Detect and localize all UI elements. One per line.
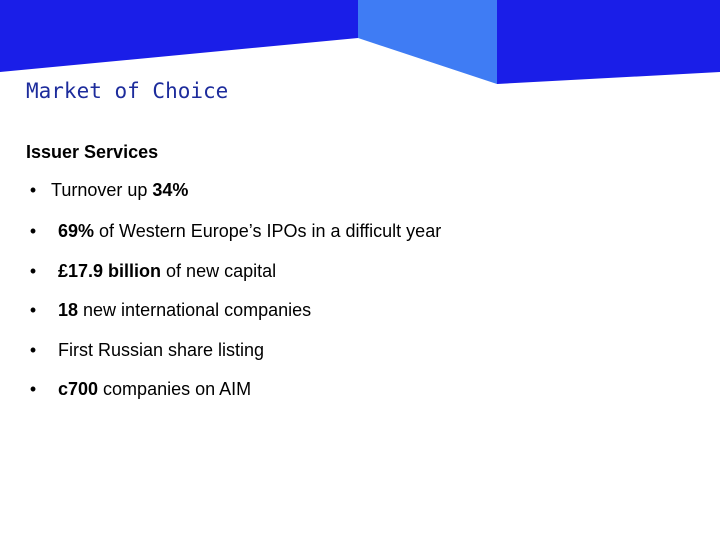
bullet-text [58,259,276,283]
bullet-text [58,298,311,322]
header-band-left [0,0,358,72]
bullet-text [58,219,441,243]
bullet-text-bold: 18 [58,300,79,320]
bullet-text [51,178,188,202]
bullet-text-post: of Western Europe’s IPOs in a difficult year [94,221,442,241]
section-heading: Issuer Services [26,142,159,162]
bullet-text [58,377,251,401]
header-band-right [497,0,720,84]
bullet-text-pre: First Russian share listing [58,340,265,360]
bullet-icon: • [29,340,37,360]
bullet-icon: • [29,300,37,320]
bullet-text-post: new international companies [78,300,312,320]
bullet-text-post: companies on AIM [98,379,252,399]
bullet-text-post: of new capital [161,261,277,281]
header-band-center [358,0,497,84]
bullet-icon: • [29,379,37,399]
bullet-icon: • [29,261,37,281]
bullet-text-bold: 69% [58,221,95,241]
bullet-icon: • [29,180,37,200]
slide-title: Market of Choice [26,79,229,103]
bullet-text-bold: c700 [58,379,99,399]
bullet-text-pre: Turnover up [51,180,153,200]
bullet-text [58,338,264,362]
bullet-text-bold: £17.9 billion [58,261,162,281]
bullet-icon: • [29,221,37,241]
bullet-text-bold: 34% [152,180,189,200]
